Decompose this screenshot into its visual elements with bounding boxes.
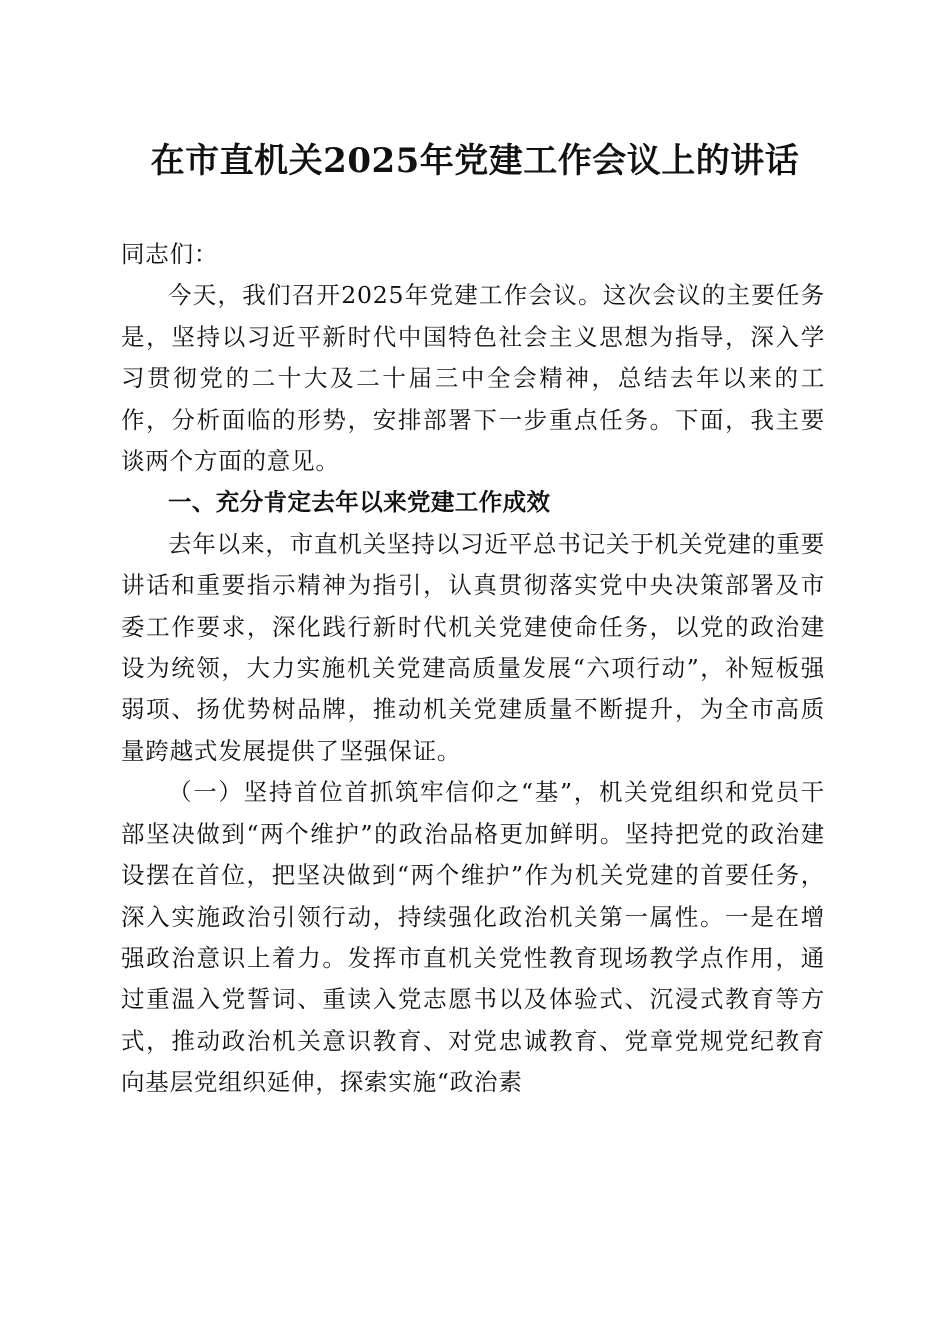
section-1-paragraph: 去年以来，市直机关坚持以习近平总书记关于机关党建的重要讲话和重要指示精神为指引，认真贯彻落实党中央决策部署及市委工作要求，深化践行新时代机关党建使命任务，以党的政治建设为统领，大力实施机关党建高质量发展“六项行动”，补短板强弱项、扬优势树品牌，推动机关党建质量不断提升，为全市高质量跨越式发展提供了坚强保证。 [121,529,825,765]
document-body [121,234,825,1104]
subsection-1-paragraph: （一）坚持首位首抓筑牢信仰之“基”，机关党组织和党员干部坚决做到“两个维护”的政治品格更加鲜明。坚持把党的政治建设摆在首位，把坚决做到“两个维护”作为机关党建的首要任务，深入实施政治引领行动，持续强化政治机关第一属性。一是在增强政治意识上着力。发挥市直机关党性教育现场教学点作用，通过重温入党誓词、重读入党志愿书以及体验式、沉浸式教育等方式，推动政治机关意识教育、对党忠诚教育、党章党规党纪教育向基层党组织延伸，探索实施“政治素 [121,778,825,1097]
document-title: 在市直机关2025年党建工作会议上的讲话 [150,141,800,181]
section-heading-1: 一、充分肯定去年以来党建工作成效 [168,488,551,517]
salutation: 同志们： [121,240,219,268]
intro-paragraph: 今天，我们召开2025年党建工作会议。这次会议的主要任务是，坚持以习近平新时代中国特色社会主义思想为指导，深入学习贯彻党的二十大及二十届三中全会精神，总结去年以来的工作，分析面临的形势，安排部署下一步重点任务。下面，我主要谈两个方面的意见。 [121,281,825,476]
